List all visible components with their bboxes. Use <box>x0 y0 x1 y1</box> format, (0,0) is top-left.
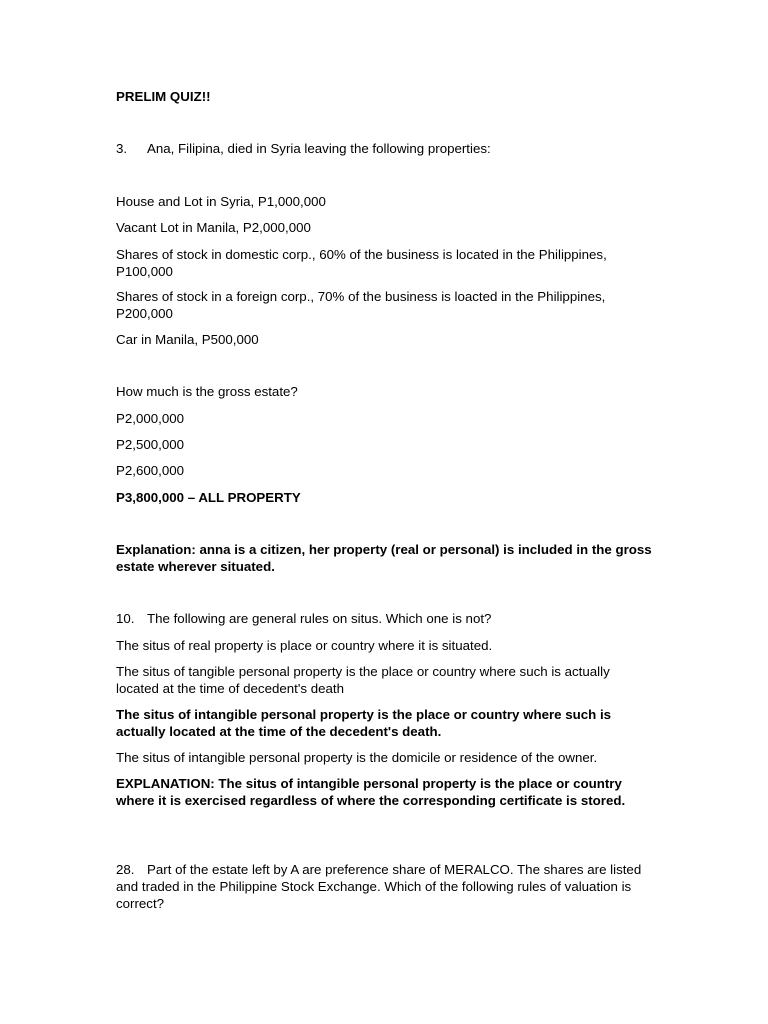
explanation: Explanation: anna is a citizen, her property (real or personal) is included in the gross estate wherever situated. <box>116 542 652 574</box>
question-text: The following are general rules on situs. Which one is not? <box>147 611 492 626</box>
question-28 <box>116 861 656 912</box>
correct-answer: P3,800,000 – ALL PROPERTY <box>116 490 301 505</box>
question-number: 10. <box>116 611 135 626</box>
correct-answer: The situs of intangible personal property is the place or country where such is actually located at the time of the decedent's death. <box>116 707 612 739</box>
property-item: Vacant Lot in Manila, P2,000,000 <box>116 220 311 235</box>
answer-choice: P2,500,000 <box>116 437 185 452</box>
quiz-title: PRELIM QUIZ!! <box>116 89 211 104</box>
property-item: Car in Manila, P500,000 <box>116 332 259 347</box>
property-item: Shares of stock in a foreign corp., 70% of the business is loacted in the Philippines, P200,000 <box>116 289 606 321</box>
explanation: EXPLANATION: The situs of intangible personal property is the place or country where it is exercised regardless of where the corresponding certificate is stored. <box>116 776 626 808</box>
property-item: House and Lot in Syria, P1,000,000 <box>116 194 326 209</box>
question-prompt: How much is the gross estate? <box>116 384 298 399</box>
answer-choice: The situs of tangible personal property is the place or country where such is actually located at the time of decedent's death <box>116 664 610 696</box>
question-10 <box>116 610 656 627</box>
question-3 <box>116 140 656 157</box>
answer-choice: The situs of intangible personal property is the domicile or residence of the owner. <box>116 750 598 765</box>
question-number: 28. <box>116 862 135 877</box>
question-text: Ana, Filipina, died in Syria leaving the following properties: <box>147 141 491 156</box>
property-item: Shares of stock in domestic corp., 60% of the business is located in the Philippines, P100,000 <box>116 247 607 279</box>
question-text: Part of the estate left by A are preference share of MERALCO. The shares are listed and traded in the Philippine Stock Exchange. Which of the following rules of valuation is correct? <box>116 862 642 911</box>
answer-choice: P2,600,000 <box>116 463 185 478</box>
answer-choice: P2,000,000 <box>116 411 185 426</box>
question-number: 3. <box>116 141 128 156</box>
answer-choice: The situs of real property is place or country where it is situated. <box>116 638 493 653</box>
